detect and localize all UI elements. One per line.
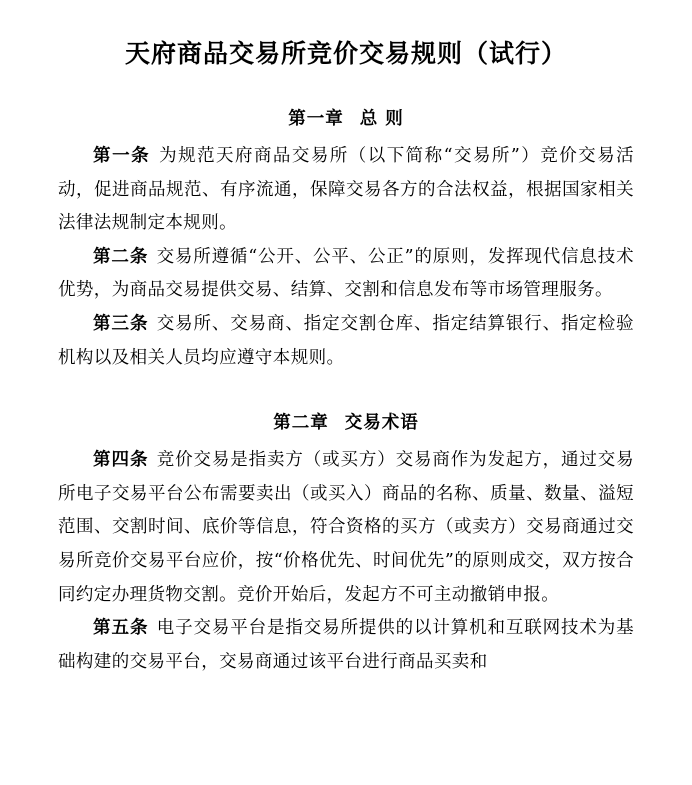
article-paragraph [58,241,634,308]
article-label: 第四条 [93,450,149,471]
chapter-2-title: 交易术语 [344,413,419,434]
article-text: 为规范天府商品交易所（以下简称“交易所”）竞价交易活动，促进商品规范、有序流通，保障交易各方的合法权益，根据国家相关法律法规制定本规则。 [58,146,635,234]
article-text: 交易所遵循“公开、公平、公正”的原则，发挥现代信息技术优势，为商品交易提供交易、结算、交割和信息发布等市场管理服务。 [58,246,634,301]
page-title: 天府商品交易所竞价交易规则（试行） [124,39,567,68]
article-text: 交易所、交易商、指定交割仓库、指定结算银行、指定检验机构以及相关人员均应遵守本规则。 [58,313,634,368]
article-text: 竞价交易是指卖方（或买方）交易商作为发起方，通过交易所电子交易平台公布需要卖出（或买入）商品的名称、质量、数量、溢短范围、交割时间、底价等信息，符合资格的买方（或卖方）交易商通过交易所竞价交易平台应价，按“价格优先、时间优先”的原则成交，双方按合同约定办理货物交割。竞价开始后，发起方不可主动撤销申报。 [58,450,634,605]
article-text: 电子交易平台是指交易所提供的以计算机和互联网技术为基础构建的交易平台，交易商通过该平台进行商品买卖和 [58,618,634,672]
article-label: 第三条 [93,313,149,334]
chapter-2-number: 第二章 [273,413,329,434]
chapter-1-number: 第一章 [288,109,344,129]
chapter-heading-2 [58,409,634,434]
article-paragraph [58,444,634,612]
article-label: 第五条 [93,618,149,639]
chapter-heading-1 [58,105,634,130]
chapter-1-title: 总 则 [359,109,404,129]
article-paragraph [58,612,634,679]
article-label: 第二条 [93,246,149,267]
article-paragraph [58,308,634,375]
article-paragraph [58,140,634,241]
article-label: 第一条 [93,146,151,166]
